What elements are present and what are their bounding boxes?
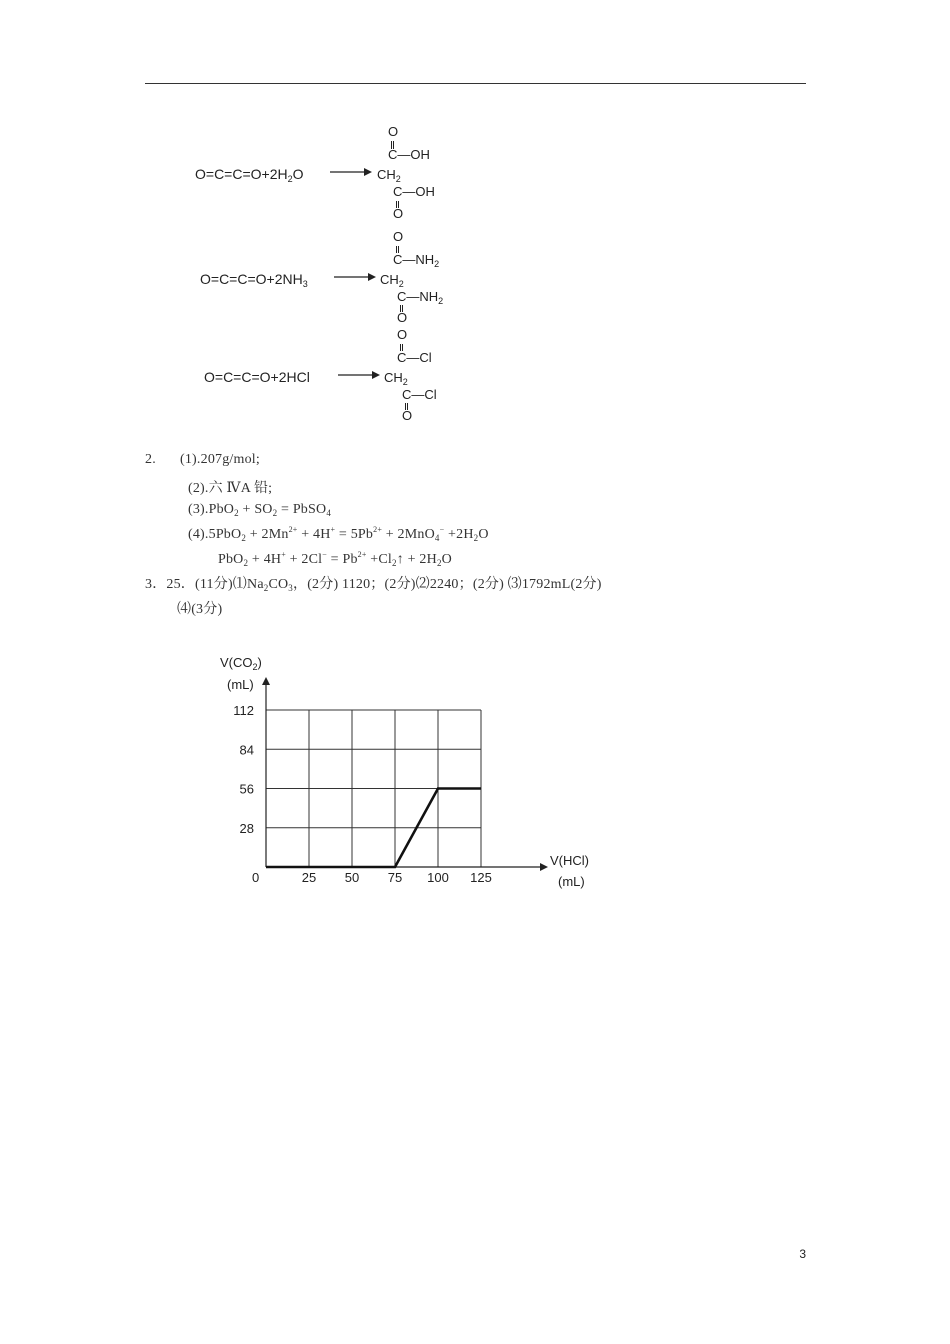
- q2-part-4: $(4).5PbO_2 + 2Mn^{2+} + 4H^+ = 5Pb^{2+} + 2MnO_4^- +2H_2O$: [188, 525, 489, 543]
- reaction-1-lhs: $O=C=C=O+2H_2O$: [195, 166, 304, 184]
- y-tick-28: 28: [239, 820, 254, 836]
- reaction-1-arrow: [328, 166, 374, 178]
- reaction-3-bottom-o: O: [402, 408, 413, 423]
- q3-line-1: 3．25．(11分)$⑴Na_2CO_3$，(2分) 1120；(2分)⑵2240；(2分) ⑶1792mL(2分): [145, 577, 602, 593]
- y-tick-56: 56: [239, 781, 254, 797]
- q2-part-1: (1).207g/mol;: [180, 452, 260, 467]
- header-rule: [145, 83, 806, 84]
- x-axis-arrow: [540, 863, 548, 871]
- origin-label: 0: [252, 870, 260, 885]
- x-tick-50: 50: [344, 870, 360, 885]
- x-axis-label: V(HCl): [550, 853, 589, 868]
- page-number: 3: [799, 1247, 806, 1261]
- y-axis-label: $V(CO_2)$: [220, 655, 262, 672]
- x-axis-unit: (mL): [558, 874, 585, 889]
- x-tick-100: 100: [427, 870, 449, 885]
- q2-part-4-second-equation: $PbO_2 + 4H^+ + 2Cl^- = Pb^{2+}$ $+Cl_2↑ + 2H_2O$: [218, 550, 452, 568]
- y-tick-84: 84: [239, 742, 254, 758]
- reaction-1-ch2: $CH_2$: [377, 167, 401, 184]
- reaction-1-bottom-o: O: [393, 206, 404, 221]
- q2-part-3: $(3).PbO_2 + SO_2$ = PbSO$_4$: [188, 502, 332, 518]
- reaction-3-top-group: C—Cl: [397, 350, 432, 365]
- reaction-2-top-group: $C—NH_2$: [393, 252, 440, 269]
- reaction-2-lhs: $O=C=C=O+2NH_3$: [200, 271, 308, 289]
- reaction-2-arrow: [332, 271, 378, 283]
- q3-line-2: ⑷(3分): [177, 602, 223, 617]
- x-tick-25: 25: [301, 870, 317, 885]
- reaction-1-top-o: O: [388, 124, 399, 139]
- reaction-3-lhs: O=C=C=O+2HCl: [204, 369, 310, 385]
- reaction-3-bottom-group: C—Cl: [402, 387, 437, 402]
- reaction-2-top-o: O: [393, 229, 404, 244]
- y-axis-arrow: [262, 677, 270, 685]
- y-tick-112: 112: [233, 703, 254, 718]
- reaction-3-ch2: $CH_2$: [384, 370, 408, 387]
- q2-part-2: (2).六 ⅣA 铅;: [188, 481, 273, 496]
- reaction-2-bottom-group: $C—NH_2$: [397, 289, 444, 306]
- y-axis-unit: (mL): [227, 677, 254, 692]
- x-tick-75: 75: [387, 870, 403, 885]
- reaction-1-top-group: C—OH: [388, 147, 430, 162]
- q2-number: 2.: [145, 452, 156, 467]
- reaction-1-bottom-group: C—OH: [393, 184, 435, 199]
- reaction-3-arrow: [336, 369, 382, 381]
- reaction-2-ch2: $CH_2$: [380, 272, 404, 289]
- co2-volume-chart: [200, 645, 620, 900]
- reaction-2-bottom-o: O: [397, 310, 408, 325]
- reaction-3-top-o: O: [397, 327, 408, 342]
- x-tick-125: 125: [470, 870, 492, 885]
